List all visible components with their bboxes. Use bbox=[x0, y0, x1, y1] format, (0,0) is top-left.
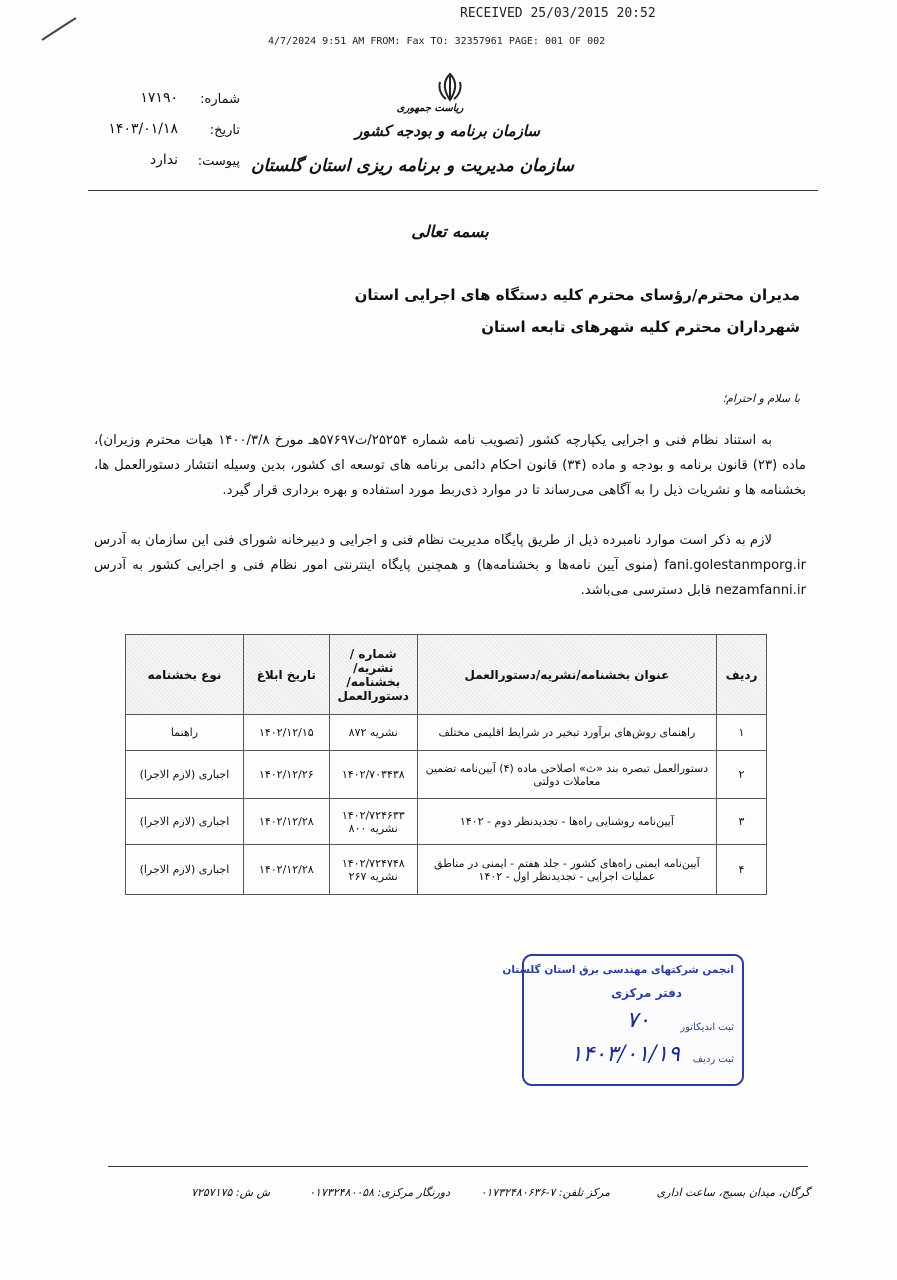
fax-transmission-line: 4/7/2024 9:51 AM FROM: Fax TO: 32357961 PAGE: 001 OF 002 bbox=[268, 36, 606, 47]
cell-row-number: ۴ bbox=[717, 845, 767, 895]
body-paragraph-1: به استناد نظام فنی و اجرایی یکپارچه کشور (تصویب نامه شماره ۲۵۲۵۴/ت۵۷۶۹۷هـ مورخ ۱۴۰۰/۳/۸ هیات محترم وزیران)، ماده (۲۳) قانون برنامه و بودجه و ماده (۳۴) قانون احکام دائمی برنامه های توسعه ای کشور، بدین وسیله انتشار دستورالعمل ها، بخشنامه ها و نشریات ذیل را به آگاهی می‌رساند تا در موارد ذی‌ربط مورد استفاده و بهره برداری قرار گیرد. bbox=[94, 433, 806, 498]
cell-type: اجباری (لازم الاجرا) bbox=[126, 799, 244, 845]
letter-number: ۱۷۱۹۰ bbox=[140, 90, 178, 106]
org-national-name: سازمان برنامه و بودجه کشور bbox=[355, 122, 540, 140]
cell-row-number: ۳ bbox=[717, 799, 767, 845]
table-row bbox=[126, 799, 767, 845]
cell-number: ۱۴۰۲/۷۲۴۷۴۸ نشریه ۲۶۷ bbox=[329, 845, 417, 895]
attachment-label: پیوست: bbox=[197, 154, 240, 169]
attachment-value: ندارد bbox=[149, 152, 178, 168]
date-label: تاریخ: bbox=[209, 123, 240, 138]
cell-title: دستورالعمل تبصره بند «ث» اصلاحی ماده (۴) آیین‌نامه تضمین معاملات دولتی bbox=[417, 751, 716, 799]
table-row bbox=[126, 751, 767, 799]
header-number: شماره /نشریه/بخشنامه/ دستورالعمل bbox=[329, 635, 417, 715]
table-header-row bbox=[126, 635, 767, 715]
header-row-number: ردیف bbox=[717, 635, 767, 715]
pen-mark-icon bbox=[40, 14, 80, 44]
table-row bbox=[126, 715, 767, 751]
cell-number: ۱۴۰۲/۷۰۳۴۳۸ bbox=[329, 751, 417, 799]
number-label: شماره: bbox=[200, 92, 240, 107]
cell-title: آیین‌نامه روشنایی راه‌ها - تجدیدنظر دوم - ۱۴۰۲ bbox=[417, 799, 716, 845]
stamp-row-value: ۱۴۰۳/۰۱/۱۹ bbox=[570, 1042, 680, 1067]
cell-row-number: ۱ bbox=[717, 715, 767, 751]
cell-title: آیین‌نامه ایمنی راه‌های کشور - جلد هفتم - ایمنی در مناطق عملیات اجرایی - تجدیدنظر اول - ۱۴۰۲ bbox=[417, 845, 716, 895]
greeting: با سلام و احترام؛ bbox=[722, 392, 800, 405]
basmala: بسمه تعالی bbox=[411, 222, 489, 241]
addressee-line-1: مدیران محترم/رؤسای محترم کلیه دستگاه های اجرایی استان bbox=[354, 286, 800, 304]
stamp-org-name: انجمن شرکتهای مهندسی برق استان گلستان bbox=[502, 964, 734, 976]
cell-number: ۱۴۰۲/۷۲۴۶۳۳ نشریه ۸۰۰ bbox=[329, 799, 417, 845]
cell-type: اجباری (لازم الاجرا) bbox=[126, 751, 244, 799]
fax-received-line: RECEIVED 25/03/2015 20:52 bbox=[460, 6, 656, 21]
addressee-line-2: شهرداران محترم کلیه شهرهای تابعه استان bbox=[481, 318, 800, 336]
stamp-row-label: ثبت ردیف bbox=[692, 1054, 734, 1065]
cell-row-number: ۲ bbox=[717, 751, 767, 799]
cell-number: نشریه ۸۷۲ bbox=[329, 715, 417, 751]
cell-type: راهنما bbox=[126, 715, 244, 751]
footer-address: گرگان، میدان بسیج، ساعت اداری bbox=[656, 1186, 810, 1199]
header-date: تاریخ ابلاغ bbox=[243, 635, 329, 715]
cell-title: راهنمای روش‌های برآورد تبخیر در شرایط اقلیمی مختلف bbox=[417, 715, 716, 751]
footer-phone: مرکز تلفن: ۷-۰۱۷۳۲۴۸۰۶۳۶ bbox=[480, 1186, 610, 1199]
header-type: نوع بخشنامه bbox=[126, 635, 244, 715]
footer-divider bbox=[108, 1166, 808, 1167]
cell-date: ۱۴۰۲/۱۲/۲۸ bbox=[243, 845, 329, 895]
letter-date: ۱۴۰۳/۰۱/۱۸ bbox=[108, 121, 178, 137]
stamp-indicator-value: ۷۰ bbox=[626, 1008, 650, 1033]
header-title: عنوان بخشنامه/نشریه/دستورالعمل bbox=[417, 635, 716, 715]
circulars-table bbox=[125, 634, 767, 895]
iran-emblem-icon bbox=[436, 72, 464, 102]
stamp-indicator-label: ثبت اندیکاتور bbox=[680, 1022, 734, 1033]
stamp-office-name: دفتر مرکزی bbox=[611, 986, 682, 1000]
org-province-name: سازمان مدیریت و برنامه ریزی استان گلستان bbox=[251, 156, 574, 176]
table-row bbox=[126, 845, 767, 895]
header-divider bbox=[88, 190, 818, 191]
received-stamp bbox=[502, 954, 744, 1086]
cell-date: ۱۴۰۲/۱۲/۲۶ bbox=[243, 751, 329, 799]
cell-type: اجباری (لازم الاجرا) bbox=[126, 845, 244, 895]
body-paragraph-2: لازم به ذکر است موارد نامبرده ذیل از طریق پایگاه مدیریت نظام فنی و اجرایی و دبیرخانه شورای فنی این سازمان به آدرس fani.golestanmporg.ir (منوی آیین نامه‌ها و بخشنامه‌ها) و همچنین پایگاه اینترنتی امور نظام فنی و اجرایی کشور به آدرس nezamfanni.ir قابل دسترسی می‌باشد. bbox=[94, 533, 806, 598]
presidency-label: ریاست جمهوری bbox=[396, 103, 464, 114]
footer-fax: دورنگار مرکزی: ۰۱۷۳۲۴۸۰۰۵۸ bbox=[309, 1186, 450, 1199]
cell-date: ۱۴۰۲/۱۲/۲۸ bbox=[243, 799, 329, 845]
cell-date: ۱۴۰۲/۱۲/۱۵ bbox=[243, 715, 329, 751]
footer-national-id: ش ش: ۷۲۵۷۱۷۵ bbox=[191, 1186, 270, 1199]
